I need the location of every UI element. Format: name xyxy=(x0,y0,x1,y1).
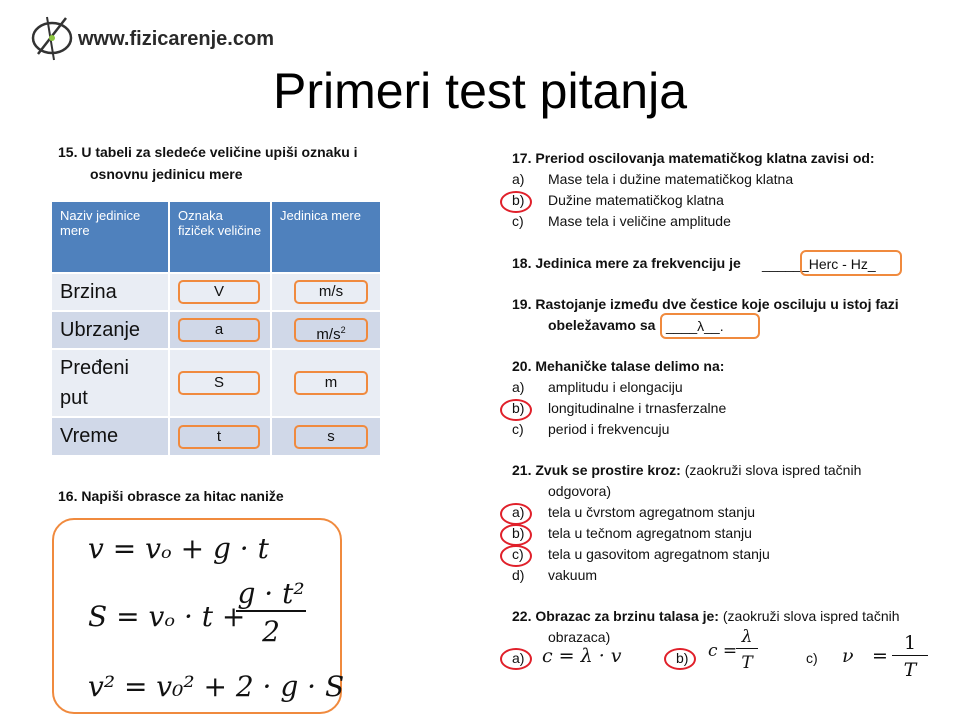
q22-option-a-letter: a) xyxy=(512,650,525,666)
formula-distance-left: S = vₒ · t + xyxy=(88,600,246,633)
q21-line1 xyxy=(512,462,861,478)
q19-text-line2: obeležavamo sa xyxy=(548,317,656,333)
row-name: Ubrzanje xyxy=(52,311,169,349)
table-row xyxy=(52,311,381,349)
row-name: Brzina xyxy=(52,273,169,311)
q20-option-c-letter: c) xyxy=(512,421,524,437)
table-row xyxy=(52,273,381,311)
answer-circle xyxy=(500,545,532,567)
table-header-cell: Naziv jedinice mere xyxy=(52,202,169,273)
formula-distance-numerator: g · t² xyxy=(237,577,305,610)
q18-text: 18. Jedinica mere za frekvenciju je xyxy=(512,255,741,271)
q18-answer: ______Herc - Hz_ xyxy=(762,256,876,272)
row-symbol-cell xyxy=(169,311,271,349)
answer-circle xyxy=(500,399,532,421)
q17-option-a-text: Mase tela i dužine matematičkog klatna xyxy=(548,171,794,187)
answer-circle xyxy=(500,503,532,525)
q22-formula-c-equals: = xyxy=(872,645,888,667)
q20-option-a-letter: a) xyxy=(512,379,525,395)
table-row xyxy=(52,349,381,417)
row-unit-cell xyxy=(271,417,381,455)
symbol-answer: t xyxy=(178,425,260,449)
unit-answer: m/s xyxy=(294,280,368,304)
answer-circle xyxy=(664,648,696,670)
answer-circle xyxy=(500,648,532,670)
formula-velocity-squared: v² = v₀² + 2 · g · S xyxy=(88,670,345,703)
q21-option-b-letter: b) xyxy=(512,525,525,541)
q16-text: 16. Napiši obrasce za hitac naniže xyxy=(58,488,284,504)
q22-note-line2: obrazaca) xyxy=(548,629,611,645)
q20-option-c-text: period i frekvencuju xyxy=(548,421,670,437)
q22-option-c-letter: c) xyxy=(806,650,818,666)
q22-note: (zaokruži slova ispred tačnih xyxy=(722,608,900,624)
row-name: Vreme xyxy=(52,417,169,455)
table-header-cell: Oznaka fiziček veličine xyxy=(169,202,271,273)
page-title: Primeri test pitanja xyxy=(272,63,688,119)
q21-option-b-text: tela u tečnom agregatnom stanju xyxy=(548,525,752,541)
q17-option-b-letter: b) xyxy=(512,192,525,208)
q15-text-line1: 15. U tabeli za sledeće veličine upiši oznaku i xyxy=(58,144,358,160)
q19-answer: ____λ__. xyxy=(666,318,724,334)
q21-option-d-letter: d) xyxy=(512,567,525,583)
formula-velocity: v = vₒ + g · t xyxy=(88,532,269,565)
row-unit-cell xyxy=(271,349,381,417)
formula-distance-denominator: 2 xyxy=(262,615,280,648)
q22-formula-b-lhs: c = xyxy=(708,641,738,661)
table-header-cell: Jedinica mere xyxy=(271,202,381,273)
q20-text: 20. Mehaničke talase delimo na: xyxy=(512,358,725,374)
answer-circle xyxy=(500,191,532,213)
q20-option-a-text: amplitudu i elongaciju xyxy=(548,379,683,395)
symbol-answer: S xyxy=(178,371,260,395)
q21-option-c-text: tela u gasovitom agregatnom stanju xyxy=(548,546,770,562)
q22-formula-c-numerator: 1 xyxy=(892,631,928,656)
symbol-answer: a xyxy=(178,318,260,342)
unit-answer: s xyxy=(294,425,368,449)
q22-formula-c-lhs: ν xyxy=(842,645,854,667)
q17-text: 17. Preriod oscilovanja matematičkog klatna zavisi od: xyxy=(512,150,875,166)
q21-option-a-letter: a) xyxy=(512,504,525,520)
table-header-row xyxy=(52,202,381,273)
q21-option-d-text: vakuum xyxy=(548,567,598,583)
symbol-answer: V xyxy=(178,280,260,304)
q19-text-line1: 19. Rastojanje između dve čestice koje osciluju u istoj fazi xyxy=(512,296,899,312)
q17-option-c-letter: c) xyxy=(512,213,524,229)
q17-option-b-text: Dužine matematičkog klatna xyxy=(548,192,724,208)
q20-option-b-text: longitudinalne i trnasferzalne xyxy=(548,400,727,416)
q15-text-line2: osnovnu jedinicu mere xyxy=(90,166,243,182)
row-name: Pređeni put xyxy=(52,349,169,417)
unit-answer: m xyxy=(294,371,368,395)
row-symbol-cell xyxy=(169,349,271,417)
q17-option-c-text: Mase tela i veličine amplitude xyxy=(548,213,731,229)
unit-answer xyxy=(294,318,368,342)
q22-text: 22. Obrazac za brzinu talasa je: xyxy=(512,608,719,624)
answer-box xyxy=(660,313,760,339)
site-url[interactable]: www.fizicarenje.com xyxy=(78,28,274,50)
q21-option-c-letter: c) xyxy=(512,546,524,562)
q22-formula-a: c = λ · v xyxy=(542,645,622,667)
unit-base: m/s xyxy=(316,326,341,343)
q20-option-b-letter: b) xyxy=(512,400,525,416)
row-unit-cell xyxy=(271,311,381,349)
unit-exponent: 2 xyxy=(340,325,346,335)
answer-circle xyxy=(500,524,532,546)
row-unit-cell xyxy=(271,273,381,311)
answer-box xyxy=(800,250,902,276)
units-table xyxy=(52,202,382,455)
q22-formula-c-denominator: T xyxy=(903,659,917,681)
q21-text: 21. Zvuk se prostire kroz: xyxy=(512,462,681,478)
q22-formula-b-denominator: T xyxy=(741,653,753,673)
q22-formula-b-numerator: λ xyxy=(736,626,758,649)
q22-line1 xyxy=(512,608,900,624)
table-row xyxy=(52,417,381,455)
row-symbol-cell xyxy=(169,417,271,455)
q17-option-a-letter: a) xyxy=(512,171,525,187)
row-symbol-cell xyxy=(169,273,271,311)
q21-option-a-text: tela u čvrstom agregatnom stanju xyxy=(548,504,755,520)
q21-note-line2: odgovora) xyxy=(548,483,612,499)
q22-option-b-letter: b) xyxy=(676,650,689,666)
q21-note: (zaokruži slova ispred tačnih xyxy=(684,462,862,478)
